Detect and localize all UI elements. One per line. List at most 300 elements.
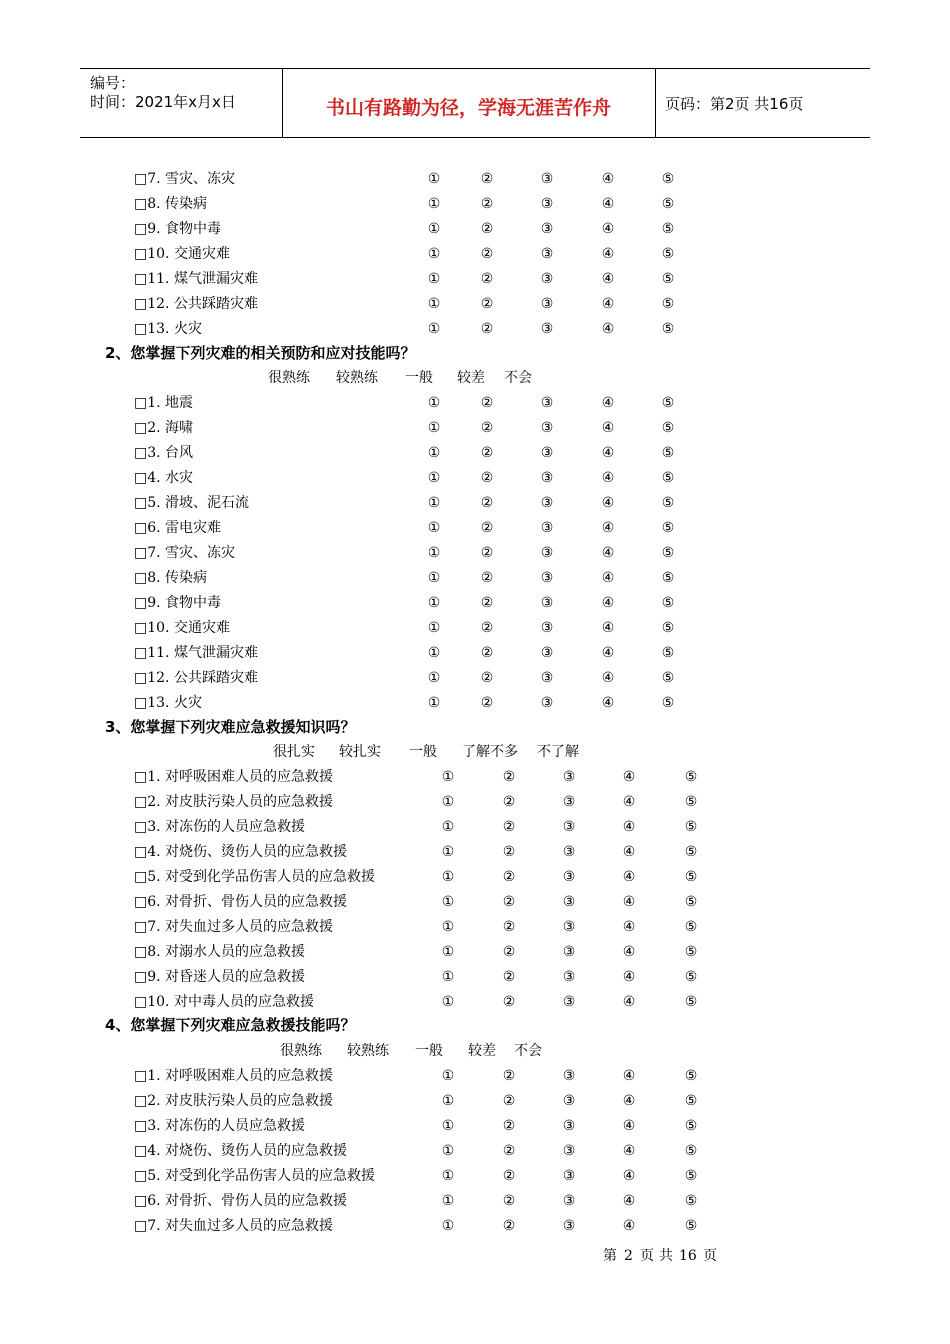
rating-option-5[interactable]: ⑤ (661, 470, 675, 486)
rating-option-3[interactable]: ③ (540, 695, 554, 711)
rating-option-3[interactable]: ③ (540, 545, 554, 561)
rating-option-1[interactable]: ① (427, 545, 441, 561)
rating-option-5[interactable]: ⑤ (684, 994, 698, 1010)
rating-option-2[interactable]: ② (502, 844, 516, 860)
scale-label: 较差 (468, 1043, 496, 1059)
rating-option-1[interactable]: ① (427, 470, 441, 486)
checkbox[interactable]: □ (134, 894, 148, 910)
rating-option-3[interactable]: ③ (540, 196, 554, 212)
rating-option-1[interactable]: ① (427, 171, 441, 187)
rating-option-5[interactable]: ⑤ (661, 645, 675, 661)
rating-option-3[interactable]: ③ (540, 495, 554, 511)
rating-option-1[interactable]: ① (427, 445, 441, 461)
item-label[interactable] (134, 791, 333, 813)
rating-option-1[interactable]: ① (441, 819, 455, 835)
rating-option-5[interactable]: ⑤ (661, 595, 675, 611)
rating-option-5[interactable]: ⑤ (684, 1218, 698, 1234)
rating-option-1[interactable]: ① (441, 1218, 455, 1234)
item-label[interactable] (134, 1115, 305, 1137)
rating-option-5[interactable]: ⑤ (661, 296, 675, 312)
item-label[interactable] (134, 567, 207, 589)
rating-option-5[interactable]: ⑤ (661, 520, 675, 536)
rating-option-4[interactable]: ④ (601, 221, 615, 237)
item-label[interactable] (134, 841, 347, 863)
item-label[interactable] (134, 692, 202, 714)
rating-option-2[interactable]: ② (502, 1068, 516, 1084)
checkbox[interactable]: □ (134, 645, 148, 661)
item-label[interactable] (134, 642, 258, 664)
scale-label: 一般 (415, 1043, 443, 1059)
rating-option-4[interactable]: ④ (622, 1093, 636, 1109)
rating-option-1[interactable]: ① (427, 196, 441, 212)
question-4-title: 4、您掌握下列灾难应急救援技能吗？ (105, 1016, 356, 1034)
rating-option-5[interactable]: ⑤ (684, 1068, 698, 1084)
item-label[interactable] (134, 891, 347, 913)
rating-option-1[interactable]: ① (441, 969, 455, 985)
rating-option-1[interactable]: ① (441, 869, 455, 885)
rating-option-2[interactable]: ② (480, 246, 494, 262)
rating-option-2[interactable]: ② (480, 271, 494, 287)
item-label[interactable] (134, 293, 258, 315)
checkbox[interactable]: □ (134, 769, 148, 785)
rating-option-5[interactable]: ⑤ (661, 620, 675, 636)
rating-option-2[interactable]: ② (502, 1143, 516, 1159)
item-label[interactable] (134, 1165, 375, 1187)
rating-option-2[interactable]: ② (480, 445, 494, 461)
rating-option-3[interactable]: ③ (540, 670, 554, 686)
checkbox[interactable]: □ (134, 1118, 148, 1134)
rating-option-1[interactable]: ① (441, 919, 455, 935)
rating-option-3[interactable]: ③ (540, 221, 554, 237)
item-text: 3. 对冻伤的人员应急救援 (147, 1118, 306, 1134)
rating-option-2[interactable]: ② (502, 1218, 516, 1234)
item-text: 6. 对骨折、骨伤人员的应急救援 (147, 894, 348, 910)
rating-option-2[interactable]: ② (480, 670, 494, 686)
rating-option-4[interactable]: ④ (622, 769, 636, 785)
rating-option-2[interactable]: ② (480, 545, 494, 561)
checkbox[interactable]: □ (134, 1068, 148, 1084)
survey-item-row (134, 816, 734, 838)
rating-option-5[interactable]: ⑤ (684, 1168, 698, 1184)
rating-option-5[interactable]: ⑤ (661, 271, 675, 287)
rating-option-2[interactable]: ② (480, 171, 494, 187)
survey-item-row (134, 1165, 734, 1187)
item-label[interactable] (134, 592, 221, 614)
item-label[interactable] (134, 168, 235, 190)
rating-option-4[interactable]: ④ (601, 395, 615, 411)
rating-option-5[interactable]: ⑤ (684, 869, 698, 885)
checkbox[interactable]: □ (134, 445, 148, 461)
rating-option-1[interactable]: ① (427, 645, 441, 661)
rating-option-2[interactable]: ② (480, 296, 494, 312)
item-label[interactable] (134, 816, 305, 838)
rating-option-5[interactable]: ⑤ (661, 695, 675, 711)
rating-option-4[interactable]: ④ (622, 944, 636, 960)
item-text: 9. 对昏迷人员的应急救援 (147, 969, 306, 985)
item-label[interactable] (134, 1065, 333, 1087)
rating-option-4[interactable]: ④ (622, 1118, 636, 1134)
rating-option-4[interactable]: ④ (622, 919, 636, 935)
rating-option-2[interactable]: ② (502, 794, 516, 810)
rating-option-3[interactable]: ③ (562, 1218, 576, 1234)
rating-option-4[interactable]: ④ (601, 271, 615, 287)
item-label[interactable] (134, 243, 230, 265)
item-text: 10. 交通灾难 (147, 620, 230, 636)
checkbox[interactable]: □ (134, 171, 148, 187)
survey-item-row (134, 891, 734, 913)
rating-option-2[interactable]: ② (480, 470, 494, 486)
rating-option-1[interactable]: ① (427, 221, 441, 237)
item-text: 4. 对烧伤、烫伤人员的应急救援 (147, 1143, 348, 1159)
checkbox[interactable]: □ (134, 520, 148, 536)
rating-option-1[interactable]: ① (441, 1143, 455, 1159)
item-text: 9. 食物中毒 (147, 221, 222, 237)
rating-option-1[interactable]: ① (427, 420, 441, 436)
rating-option-5[interactable]: ⑤ (684, 1193, 698, 1209)
survey-item-row (134, 916, 734, 938)
item-text: 5. 对受到化学品伤害人员的应急救援 (147, 869, 376, 885)
rating-option-1[interactable]: ① (427, 670, 441, 686)
rating-option-3[interactable]: ③ (562, 1118, 576, 1134)
rating-option-3[interactable]: ③ (540, 246, 554, 262)
item-text: 10. 交通灾难 (147, 246, 230, 262)
rating-option-4[interactable]: ④ (601, 171, 615, 187)
rating-option-4[interactable]: ④ (622, 994, 636, 1010)
item-label[interactable] (134, 1090, 333, 1112)
page-header (80, 68, 870, 138)
rating-option-1[interactable]: ① (441, 1118, 455, 1134)
footer-gong: 共 (659, 1248, 673, 1264)
rating-option-1[interactable]: ① (427, 321, 441, 337)
rating-option-3[interactable]: ③ (562, 844, 576, 860)
rating-option-4[interactable]: ④ (622, 1218, 636, 1234)
rating-option-2[interactable]: ② (480, 321, 494, 337)
rating-option-1[interactable]: ① (441, 944, 455, 960)
checkbox[interactable]: □ (134, 994, 148, 1010)
rating-option-4[interactable]: ④ (622, 1193, 636, 1209)
scale-label: 一般 (405, 370, 433, 386)
item-label[interactable] (134, 492, 249, 514)
header-middle-cell (282, 69, 656, 137)
rating-option-2[interactable]: ② (502, 869, 516, 885)
rating-option-1[interactable]: ① (441, 769, 455, 785)
survey-item-row (134, 667, 734, 689)
rating-option-3[interactable]: ③ (540, 271, 554, 287)
checkbox[interactable]: □ (134, 395, 148, 411)
rating-option-5[interactable]: ⑤ (684, 1093, 698, 1109)
rating-option-3[interactable]: ③ (562, 819, 576, 835)
rating-option-2[interactable]: ② (480, 570, 494, 586)
footer-total-pages: 16 (679, 1248, 697, 1264)
rating-option-3[interactable]: ③ (562, 894, 576, 910)
item-label[interactable] (134, 542, 235, 564)
rating-option-3[interactable]: ③ (562, 1168, 576, 1184)
rating-option-5[interactable]: ⑤ (684, 944, 698, 960)
checkbox[interactable]: □ (134, 595, 148, 611)
checkbox[interactable]: □ (134, 670, 148, 686)
rating-option-1[interactable]: ① (427, 271, 441, 287)
rating-option-1[interactable]: ① (441, 1068, 455, 1084)
checkbox[interactable]: □ (134, 321, 148, 337)
rating-option-4[interactable]: ④ (601, 695, 615, 711)
rating-option-2[interactable]: ② (480, 695, 494, 711)
rating-option-3[interactable]: ③ (540, 570, 554, 586)
rating-option-3[interactable]: ③ (562, 1068, 576, 1084)
item-label[interactable] (134, 941, 305, 963)
checkbox[interactable]: □ (134, 1093, 148, 1109)
item-label[interactable] (134, 417, 193, 439)
item-label[interactable] (134, 442, 193, 464)
item-label[interactable] (134, 667, 258, 689)
item-text: 7. 雪灾、冻灾 (147, 171, 236, 187)
rating-option-3[interactable]: ③ (562, 969, 576, 985)
item-label[interactable] (134, 467, 193, 489)
checkbox[interactable]: □ (134, 246, 148, 262)
rating-option-5[interactable]: ⑤ (684, 819, 698, 835)
rating-option-1[interactable]: ① (427, 495, 441, 511)
rating-option-5[interactable]: ⑤ (684, 969, 698, 985)
checkbox[interactable]: □ (134, 420, 148, 436)
rating-option-1[interactable]: ① (427, 246, 441, 262)
rating-option-1[interactable]: ① (427, 620, 441, 636)
rating-option-1[interactable]: ① (441, 994, 455, 1010)
rating-option-1[interactable]: ① (441, 894, 455, 910)
rating-option-2[interactable]: ② (502, 1118, 516, 1134)
checkbox[interactable]: □ (134, 1168, 148, 1184)
rating-option-1[interactable]: ① (441, 1193, 455, 1209)
rating-option-4[interactable]: ④ (601, 296, 615, 312)
checkbox[interactable]: □ (134, 196, 148, 212)
rating-option-1[interactable]: ① (427, 595, 441, 611)
rating-option-1[interactable]: ① (427, 395, 441, 411)
rating-option-4[interactable]: ④ (622, 794, 636, 810)
rating-option-4[interactable]: ④ (601, 445, 615, 461)
rating-option-3[interactable]: ③ (540, 420, 554, 436)
rating-option-5[interactable]: ⑤ (661, 570, 675, 586)
item-label[interactable] (134, 766, 333, 788)
rating-option-4[interactable]: ④ (601, 620, 615, 636)
checkbox[interactable]: □ (134, 695, 148, 711)
item-label[interactable] (134, 318, 202, 340)
rating-option-3[interactable]: ③ (562, 1193, 576, 1209)
checkbox[interactable]: □ (134, 819, 148, 835)
rating-option-2[interactable]: ② (480, 495, 494, 511)
checkbox[interactable]: □ (134, 1218, 148, 1234)
rating-option-3[interactable]: ③ (540, 445, 554, 461)
rating-option-4[interactable]: ④ (601, 670, 615, 686)
rating-option-2[interactable]: ② (480, 196, 494, 212)
rating-option-3[interactable]: ③ (540, 470, 554, 486)
item-text: 3. 台风 (147, 445, 194, 461)
rating-option-2[interactable]: ② (480, 221, 494, 237)
item-text: 13. 火灾 (147, 321, 202, 337)
header-right-cell (655, 69, 870, 137)
checkbox[interactable]: □ (134, 794, 148, 810)
item-label[interactable] (134, 866, 375, 888)
rating-option-5[interactable]: ⑤ (684, 769, 698, 785)
rating-option-3[interactable]: ③ (562, 1143, 576, 1159)
rating-option-1[interactable]: ① (441, 794, 455, 810)
rating-option-4[interactable]: ④ (601, 246, 615, 262)
rating-option-4[interactable]: ④ (601, 321, 615, 337)
rating-option-5[interactable]: ⑤ (684, 1118, 698, 1134)
header-page-label: 页码：第2页 共16页 (665, 95, 804, 113)
item-label[interactable] (134, 966, 305, 988)
rating-option-5[interactable]: ⑤ (684, 1143, 698, 1159)
rating-option-2[interactable]: ② (502, 819, 516, 835)
item-text: 4. 对烧伤、烫伤人员的应急救援 (147, 844, 348, 860)
rating-option-4[interactable]: ④ (601, 196, 615, 212)
rating-option-4[interactable]: ④ (622, 969, 636, 985)
scale-label: 很扎实 (273, 744, 315, 760)
item-label[interactable] (134, 218, 221, 240)
checkbox[interactable]: □ (134, 1143, 148, 1159)
rating-option-4[interactable]: ④ (601, 595, 615, 611)
checkbox[interactable]: □ (134, 271, 148, 287)
rating-option-5[interactable]: ⑤ (661, 445, 675, 461)
rating-option-2[interactable]: ② (502, 1093, 516, 1109)
rating-option-3[interactable]: ③ (540, 171, 554, 187)
checkbox[interactable]: □ (134, 1193, 148, 1209)
rating-option-3[interactable]: ③ (540, 595, 554, 611)
checkbox[interactable]: □ (134, 620, 148, 636)
rating-option-1[interactable]: ① (427, 695, 441, 711)
rating-option-4[interactable]: ④ (622, 1068, 636, 1084)
rating-option-3[interactable]: ③ (562, 1093, 576, 1109)
rating-option-5[interactable]: ⑤ (661, 495, 675, 511)
rating-option-4[interactable]: ④ (601, 520, 615, 536)
rating-option-2[interactable]: ② (480, 645, 494, 661)
rating-option-2[interactable]: ② (480, 595, 494, 611)
survey-item-row (134, 966, 734, 988)
rating-option-4[interactable]: ④ (622, 1168, 636, 1184)
survey-item-row (134, 1115, 734, 1137)
rating-option-4[interactable]: ④ (601, 495, 615, 511)
rating-option-2[interactable]: ② (502, 1168, 516, 1184)
rating-option-4[interactable]: ④ (622, 819, 636, 835)
item-label[interactable] (134, 268, 258, 290)
rating-option-2[interactable]: ② (480, 420, 494, 436)
checkbox[interactable]: □ (134, 869, 148, 885)
rating-option-3[interactable]: ③ (540, 645, 554, 661)
rating-option-4[interactable]: ④ (601, 645, 615, 661)
rating-option-5[interactable]: ⑤ (661, 246, 675, 262)
rating-option-5[interactable]: ⑤ (684, 794, 698, 810)
survey-item-row (134, 841, 734, 863)
rating-option-5[interactable]: ⑤ (684, 919, 698, 935)
rating-option-1[interactable]: ① (441, 1093, 455, 1109)
rating-option-5[interactable]: ⑤ (661, 545, 675, 561)
rating-option-4[interactable]: ④ (601, 420, 615, 436)
checkbox[interactable]: □ (134, 919, 148, 935)
rating-option-2[interactable]: ② (502, 919, 516, 935)
checkbox[interactable]: □ (134, 969, 148, 985)
rating-option-1[interactable]: ① (441, 1168, 455, 1184)
item-label[interactable] (134, 392, 193, 414)
rating-option-4[interactable]: ④ (622, 1143, 636, 1159)
checkbox[interactable]: □ (134, 570, 148, 586)
checkbox[interactable]: □ (134, 221, 148, 237)
rating-option-2[interactable]: ② (502, 894, 516, 910)
survey-item-row (134, 318, 734, 340)
footer-page-number: 2 (624, 1248, 633, 1264)
scale-label: 较差 (457, 370, 485, 386)
survey-item-row (134, 293, 734, 315)
rating-option-1[interactable]: ① (427, 296, 441, 312)
rating-option-3[interactable]: ③ (562, 944, 576, 960)
rating-option-4[interactable]: ④ (601, 570, 615, 586)
rating-option-2[interactable]: ② (480, 520, 494, 536)
rating-option-5[interactable]: ⑤ (661, 321, 675, 337)
rating-option-4[interactable]: ④ (622, 844, 636, 860)
rating-option-1[interactable]: ① (441, 844, 455, 860)
rating-option-1[interactable]: ① (427, 520, 441, 536)
item-label[interactable] (134, 617, 230, 639)
rating-option-5[interactable]: ⑤ (661, 670, 675, 686)
item-text: 1. 对呼吸困难人员的应急救援 (147, 769, 334, 785)
item-label[interactable] (134, 517, 221, 539)
rating-option-2[interactable]: ② (502, 769, 516, 785)
rating-option-2[interactable]: ② (502, 969, 516, 985)
rating-option-2[interactable]: ② (502, 994, 516, 1010)
rating-option-4[interactable]: ④ (601, 470, 615, 486)
rating-option-4[interactable]: ④ (601, 545, 615, 561)
rating-option-3[interactable]: ③ (562, 869, 576, 885)
rating-option-3[interactable]: ③ (540, 395, 554, 411)
checkbox[interactable]: □ (134, 470, 148, 486)
rating-option-1[interactable]: ① (427, 570, 441, 586)
checkbox[interactable]: □ (134, 844, 148, 860)
item-label[interactable] (134, 193, 207, 215)
rating-option-3[interactable]: ③ (540, 321, 554, 337)
item-label[interactable] (134, 1190, 347, 1212)
rating-option-5[interactable]: ⑤ (661, 196, 675, 212)
item-label[interactable] (134, 991, 314, 1013)
rating-option-2[interactable]: ② (480, 620, 494, 636)
rating-option-3[interactable]: ③ (562, 994, 576, 1010)
checkbox[interactable]: □ (134, 495, 148, 511)
rating-option-5[interactable]: ⑤ (661, 171, 675, 187)
rating-option-3[interactable]: ③ (562, 794, 576, 810)
scale-label: 很熟练 (280, 1043, 322, 1059)
rating-option-3[interactable]: ③ (562, 919, 576, 935)
item-label[interactable] (134, 1140, 347, 1162)
rating-option-2[interactable]: ② (480, 395, 494, 411)
rating-option-4[interactable]: ④ (622, 894, 636, 910)
checkbox[interactable]: □ (134, 296, 148, 312)
scale-label: 不会 (514, 1043, 542, 1059)
rating-option-5[interactable]: ⑤ (684, 894, 698, 910)
rating-option-5[interactable]: ⑤ (661, 420, 675, 436)
rating-option-3[interactable]: ③ (540, 620, 554, 636)
rating-option-5[interactable]: ⑤ (661, 395, 675, 411)
checkbox[interactable]: □ (134, 944, 148, 960)
rating-option-3[interactable]: ③ (540, 520, 554, 536)
rating-option-5[interactable]: ⑤ (684, 844, 698, 860)
rating-option-2[interactable]: ② (502, 1193, 516, 1209)
question-3-title: 3、您掌握下列灾难应急救援知识吗？ (105, 718, 356, 736)
item-label[interactable] (134, 1215, 333, 1237)
rating-option-5[interactable]: ⑤ (661, 221, 675, 237)
checkbox[interactable]: □ (134, 545, 148, 561)
rating-option-2[interactable]: ② (502, 944, 516, 960)
item-label[interactable] (134, 916, 333, 938)
rating-option-3[interactable]: ③ (562, 769, 576, 785)
rating-option-3[interactable]: ③ (540, 296, 554, 312)
item-text: 2. 对皮肤污染人员的应急救援 (147, 1093, 334, 1109)
rating-option-4[interactable]: ④ (622, 869, 636, 885)
item-text: 5. 对受到化学品伤害人员的应急救援 (147, 1168, 376, 1184)
